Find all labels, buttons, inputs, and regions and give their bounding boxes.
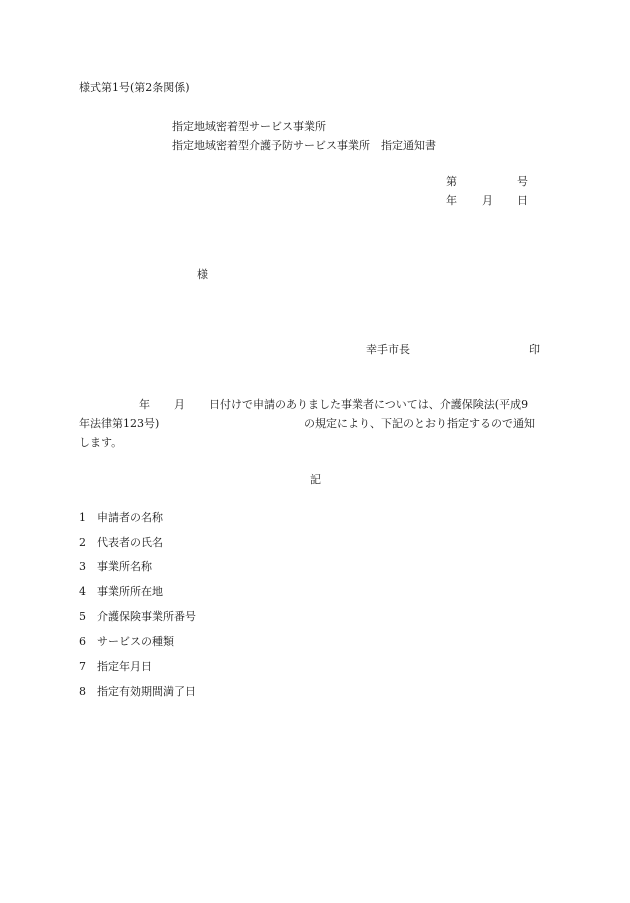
- list-item-number: 8: [79, 685, 86, 698]
- list-item-number: 6: [79, 635, 86, 648]
- body-month: 月: [174, 398, 185, 411]
- title-line-1: 指定地域密着型サービス事業所: [172, 120, 326, 133]
- list-item-label: 介護保険事業所番号: [97, 610, 196, 623]
- list-item-label: 指定有効期間満了日: [97, 685, 196, 698]
- recipient-honorific: 様: [197, 268, 208, 281]
- list-item-label: 申請者の名称: [97, 511, 163, 524]
- list-item-number: 2: [79, 536, 86, 549]
- body-line-2-end: の規定により、下記のとおり指定するので通知: [304, 417, 535, 430]
- body-line-1: 日付けで申請のありました事業者については、介護保険法(平成9: [209, 398, 529, 411]
- date-day: 日: [517, 194, 528, 207]
- title-line-2: 指定地域密着型介護予防サービス事業所 指定通知書: [172, 139, 436, 152]
- list-item-number: 3: [79, 560, 86, 573]
- list-item-label: 指定年月日: [97, 660, 152, 673]
- list-item-label: 代表者の氏名: [97, 536, 163, 549]
- list-item-number: 1: [79, 511, 86, 524]
- body-line-3: します。: [79, 436, 123, 449]
- list-item-number: 4: [79, 585, 86, 598]
- body-line-2-start: 年法律第123号): [79, 417, 160, 430]
- form-number: 様式第1号(第2条関係): [79, 81, 190, 94]
- issuer-title: 幸手市長: [366, 343, 410, 356]
- list-item-number: 5: [79, 610, 86, 623]
- list-item-label: サービスの種類: [97, 635, 174, 648]
- list-item-number: 7: [79, 660, 86, 673]
- issuer-seal: 印: [529, 343, 540, 356]
- document-number-suffix: 号: [517, 175, 528, 188]
- document-number-prefix: 第: [446, 175, 457, 188]
- list-item-label: 事業所名称: [97, 560, 152, 573]
- date-month: 月: [482, 194, 493, 207]
- ki-heading: 記: [310, 473, 321, 486]
- date-year: 年: [446, 194, 457, 207]
- body-year: 年: [139, 398, 150, 411]
- list-item-label: 事業所所在地: [97, 585, 163, 598]
